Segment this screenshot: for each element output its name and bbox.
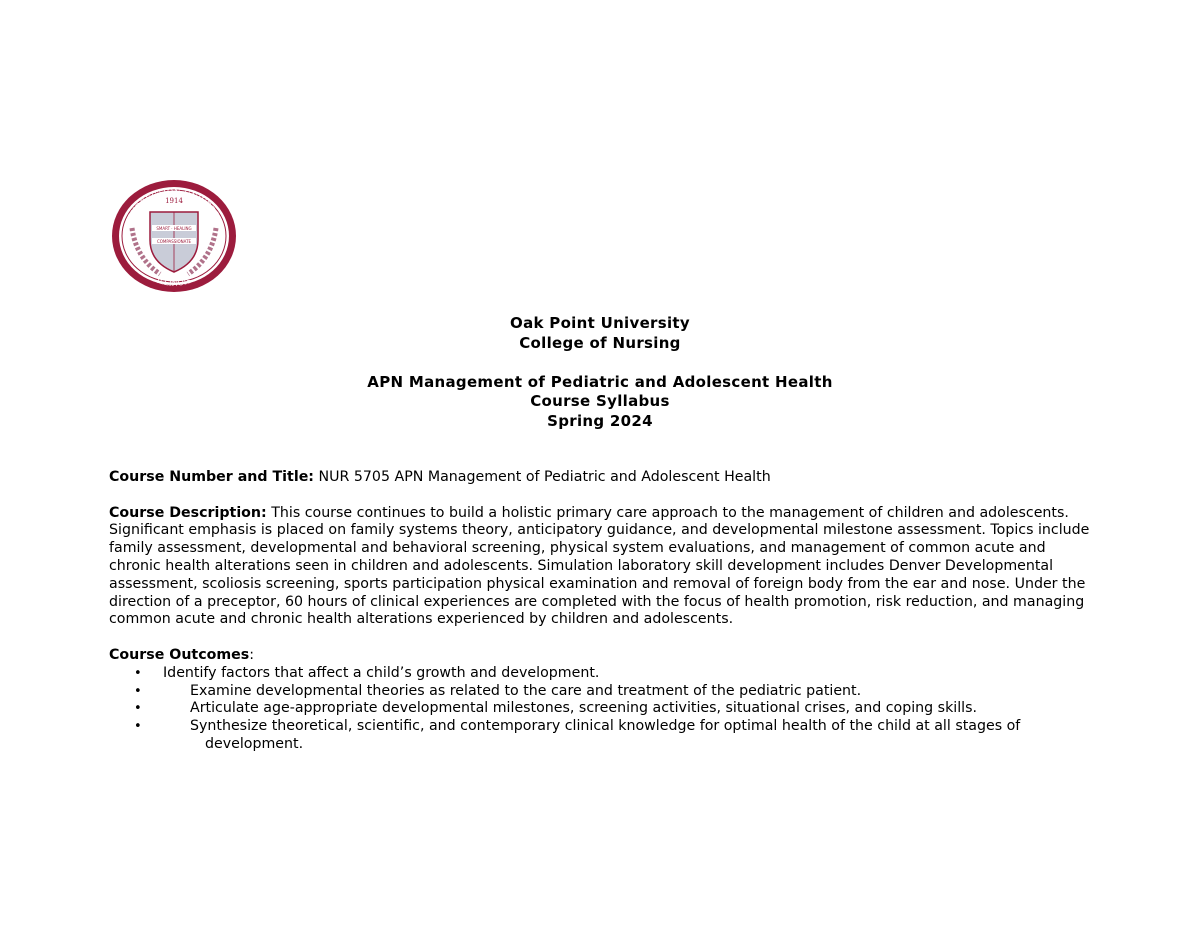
list-item-continuation bbox=[109, 736, 1099, 754]
bullet-icon: • bbox=[134, 701, 142, 717]
course-number-label: Course Number and Title: bbox=[109, 469, 314, 485]
course-outcomes-colon: : bbox=[249, 646, 254, 663]
seal-shield-line1: SMART · HEALING bbox=[156, 226, 192, 231]
list-item bbox=[109, 665, 1099, 683]
bullet-icon: • bbox=[134, 683, 142, 699]
college-name: College of Nursing bbox=[519, 333, 681, 352]
document-header bbox=[0, 314, 1200, 432]
university-seal-logo bbox=[110, 178, 238, 294]
outcome-text: Examine developmental theories as related to the care and treatment of the pediatric patient. bbox=[190, 682, 862, 699]
bullet-icon: • bbox=[134, 719, 142, 735]
course-outcomes-section bbox=[109, 647, 1099, 754]
outcome-text: Articulate age-appropriate developmental milestones, screening activities, situational crises, and coping skills. bbox=[190, 700, 978, 717]
seal-bottom-text: ILLINOIS bbox=[155, 275, 193, 288]
list-item bbox=[109, 700, 1099, 718]
document-type: Course Syllabus bbox=[530, 392, 670, 411]
seal-top-text: RESURRECTION UNIVERSITY bbox=[121, 186, 227, 232]
list-item bbox=[109, 683, 1099, 701]
course-outcomes-heading bbox=[109, 647, 1099, 665]
course-number-value: NUR 5705 APN Management of Pediatric and Adolescent Health bbox=[314, 469, 771, 485]
outcome-text-continuation: development. bbox=[205, 735, 304, 752]
term: Spring 2024 bbox=[547, 411, 653, 430]
outcome-text: Synthesize theoretical, scientific, and contemporary clinical knowledge for optimal health of the child at all stages of bbox=[190, 718, 1021, 735]
course-description-label: Course Description: bbox=[109, 504, 267, 521]
course-number-section bbox=[109, 469, 1099, 487]
syllabus-body bbox=[109, 469, 1099, 754]
list-item bbox=[109, 718, 1099, 736]
course-outcomes-list bbox=[109, 665, 1099, 754]
course-description-section bbox=[109, 505, 1099, 630]
seal-shield-line2: COMPASSIONATE bbox=[156, 239, 192, 244]
university-name: Oak Point University bbox=[510, 314, 690, 332]
seal-year: 1914 bbox=[165, 197, 183, 205]
outcome-text: Identify factors that affect a child’s growth and development. bbox=[163, 664, 600, 681]
course-title: APN Management of Pediatric and Adolescent Health bbox=[367, 372, 833, 391]
bullet-icon: • bbox=[134, 665, 142, 681]
course-outcomes-label: Course Outcomes bbox=[109, 646, 250, 663]
course-description-text: This course continues to build a holistic primary care approach to the management of children and adolescents. Significant emphasis is placed on family systems theory, anticipatory guidance, and developmental milestone assessment. Topics include family assessment, developmental and behavioral screening, physical system evaluations, and management of common acute and chronic health alterations seen in children and adolescents. Simulation laboratory skill development includes Denver Developmental assessment, scoliosis screening, sports participation physical examination and removal of foreign body from the ear and nose. Under the direction of a preceptor, 60 hours of clinical experiences are completed with the focus of health promotion, risk reduction, and managing common acute and chronic health alterations experienced by children and adolescents. bbox=[109, 504, 1090, 628]
